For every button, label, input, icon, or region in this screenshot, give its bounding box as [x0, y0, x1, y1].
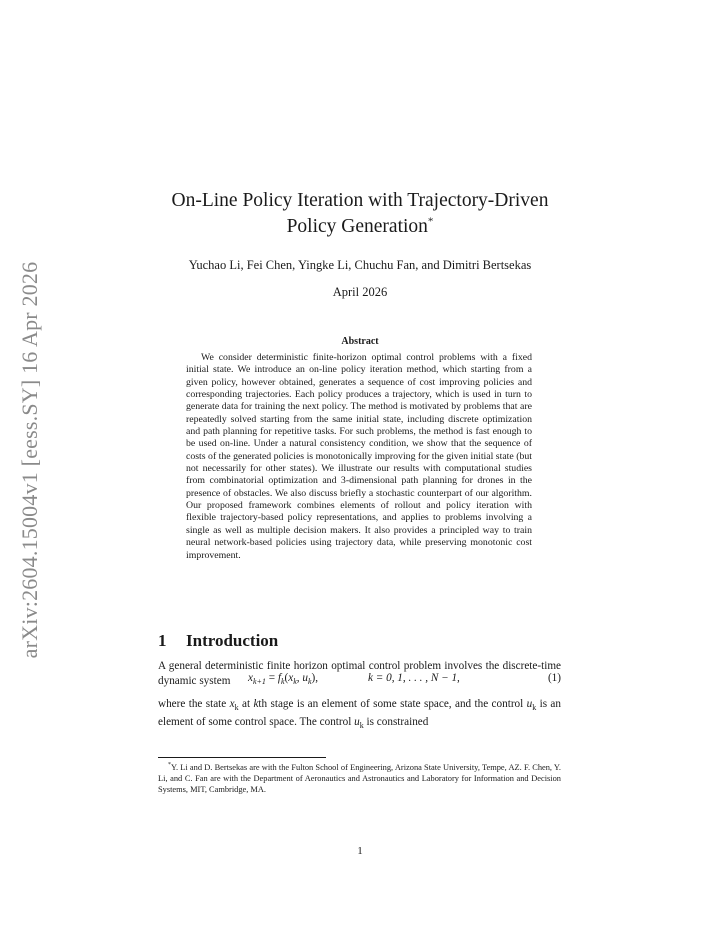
section-title: Introduction: [186, 631, 279, 650]
author-list: Yuchao Li, Fei Chen, Yingke Li, Chuchu Fan, and Dimitri Bertsekas: [188, 258, 532, 272]
p2-part5: is constrained: [363, 716, 429, 729]
p2-x-sub: k: [234, 703, 239, 713]
eq-arg-x: x: [288, 672, 294, 684]
title-footnote-mark: *: [427, 215, 434, 228]
p2-part2: at: [238, 698, 254, 710]
publication-date: April 2026: [332, 285, 388, 299]
section-number: 1: [158, 631, 167, 650]
equation-condition: k = 0, 1, . . . , N − 1,: [368, 672, 460, 684]
eq-paren-open: (: [284, 672, 289, 684]
footnote-divider: [158, 757, 326, 758]
title-line-1: On-Line Policy Iteration with Trajectory-Driven: [171, 190, 549, 211]
eq-arg-u: u: [302, 672, 308, 684]
eq-arg-sep: ,: [296, 672, 303, 684]
p2-u2: u: [354, 716, 360, 729]
eq-paren-close: ),: [311, 672, 319, 684]
eq-x-sub: k+1: [252, 677, 266, 687]
section-heading: [158, 631, 278, 651]
eq-arg-u-sub: k: [307, 677, 312, 687]
equation-expression: [248, 672, 318, 686]
paper-title: [150, 188, 570, 240]
p2-part3: th stage is an element of some state space, and the control: [258, 698, 527, 710]
p2-u1: u: [526, 698, 533, 710]
p2-u1-sub: k: [532, 703, 537, 713]
page-number: 1: [357, 845, 363, 857]
footnote-mark: *: [168, 762, 171, 768]
p2-part4: is an element of some control space. The control: [158, 698, 561, 729]
eq-x: x: [248, 672, 253, 684]
intro-paragraph-2: [158, 697, 561, 733]
eq-f: f: [277, 672, 281, 684]
abstract-text: We consider deterministic finite-horizon optimal control problems with a fixed initial state. We introduce an on-line policy iteration method, which starting from a given policy, however obtained, generates a sequence of cost improving policies and corresponding trajectories. Each policy produces a trajectory, which is used in turn to generate data for training the next policy. The method is motivated by problems that are repeatedly solved starting from the same initial state, including discrete optimization and path planning for repetitive tasks. For such problems, the method is fast enough to be used on-line. Under a natural consistency condition, we show that the sequence of costs of the generated policies is monotonically improving for the given initial state (but not necessarily for other states). We illustrate our results with computational studies from combinatorial optimization and 3-dimensional path planning for drones in the presence of obstacles. We also discuss briefly a stochastic counterpart of our algorithm. Our proposed framework combines elements of rollout and policy iteration with flexible trajectory-based policy representations, and applies to problems involving a single as well as multiple decision makers. It also provides a principled way to train neural network-based policies using trajectory data, while preserving monotonic cost improvement.: [186, 352, 532, 561]
intro-paragraph-1: A general deterministic finite horizon optimal control problem involves the discrete-time dynamic system: [158, 660, 561, 687]
title-line-2: [150, 214, 570, 240]
p2-x: x: [229, 698, 235, 710]
p2-k: k: [253, 698, 259, 710]
footnote: [158, 760, 561, 795]
eq-sign: =: [265, 672, 278, 684]
equation-1: [158, 672, 561, 690]
p2-u2-sub: k: [359, 721, 364, 731]
eq-f-sub: k: [280, 677, 285, 687]
equation-number: (1): [547, 672, 561, 684]
arxiv-stamp-text: arXiv:2604.15004v1 [eess.SY] 16 Apr 2026: [17, 261, 42, 659]
eq-arg-x-sub: k: [293, 677, 297, 687]
title-line-2-text: Policy Generation: [286, 216, 428, 237]
footnote-text: Y. Li and D. Bertsekas are with the Fulton School of Engineering, Arizona State University, Tempe, AZ. F. Chen, Y. Li, and C. Fan are with the Department of Aeronautics and Astronautics and Laboratory for Information and Decision Systems, MIT, Cambridge, MA.: [158, 762, 561, 794]
p2-part1: where the state: [158, 698, 230, 710]
abstract-heading: Abstract: [341, 336, 379, 347]
